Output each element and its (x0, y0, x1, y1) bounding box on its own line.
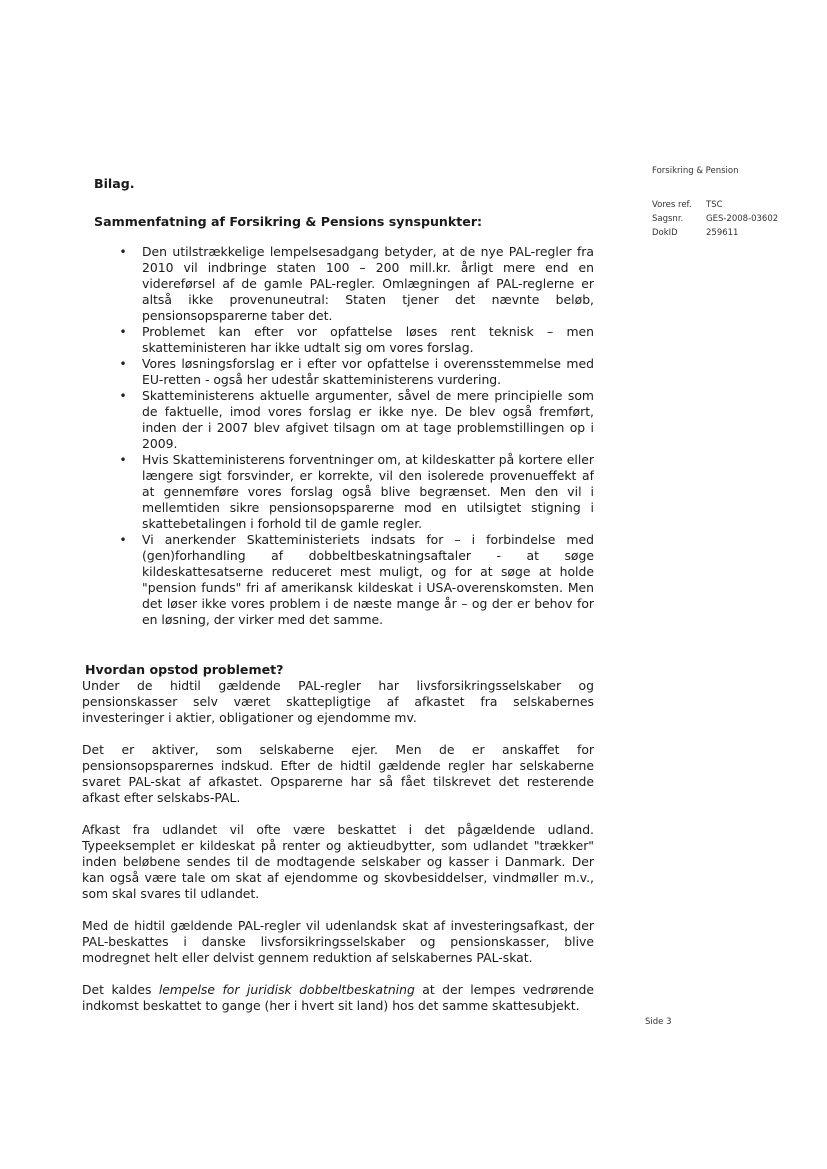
meta-row (652, 200, 778, 214)
list-item-text: Vi anerkender Skatteministeriets indsats for – i forbindelse med (gen)forhandling af dobbeltbeskatningsaftaler - at søge kildeskattesatserne reduceret mest muligt, og for at søge at holde "pension funds" fri af amerikansk kildeskat i USA-overenskomsten. Men det løser ikke vores problem i de næste mange år – og der er behov for en løsning, der virker med det samme. (142, 532, 594, 627)
summary-heading: Sammenfatning af Forsikring & Pensions synspunkter: (94, 214, 483, 229)
list-item-text: Vores løsningsforslag er i efter vor opfattelse i overensstemmelse med EU-retten - også her udestår skatteministerens vurdering. (142, 356, 594, 387)
section-heading: Hvordan opstod problemet? (85, 662, 284, 677)
paragraph: Under de hidtil gældende PAL-regler har livsforsikringsselskaber og pensionskasser selv været skattepligtige af afkastet fra selskabernes investeringer i aktier, obligationer og ejendomme mv. (82, 678, 594, 725)
paragraph: Afkast fra udlandet vil ofte være beskattet i det pågældende udland. Typeeksemplet er kildeskat på renter og aktieudbytter, som udlandet "trækker" inden beløbene sendes til de modtagende selskaber og kasser i Danmark. Der kan også være tale om skat af ejendomme og skovbesiddelser, vindmøller m.v., som skal svares til udlandet. (82, 822, 594, 901)
sender-organization: Forsikring & Pension (652, 166, 739, 176)
list-item (82, 324, 594, 356)
meta-row (652, 214, 778, 228)
summary-list (82, 244, 594, 628)
bullet-icon: • (119, 533, 127, 547)
list-item-text: Den utilstrækkelige lempelsesadgang betyder, at de nye PAL-regler fra 2010 vil indbringe staten 100 – 200 mill.kr. årligt mere end en videreførsel af de gamle PAL-regler. Omlægningen af PAL-reglerne er altså ikke provenuneutral: Staten tjener det nævnte beløb, pensionsopsparerne taber det. (142, 244, 594, 323)
list-item (82, 452, 594, 532)
paragraph (82, 982, 594, 1014)
meta-value: GES-2008-03602 (706, 214, 779, 224)
meta-row (652, 228, 778, 242)
list-item (82, 388, 594, 452)
bullet-icon: • (119, 245, 127, 259)
list-item (82, 356, 594, 388)
meta-value: 259611 (706, 228, 739, 238)
main-text (82, 176, 594, 1030)
bullet-icon: • (119, 325, 127, 339)
bullet-icon: • (119, 453, 127, 467)
paragraph: Med de hidtil gældende PAL-regler vil udenlandsk skat af investeringsafkast, der PAL-beskattes i danske livsforsikringsselskaber og pensionskasser, blive modregnet helt eller delvist gennem reduktion af selskabernes PAL-skat. (82, 918, 594, 965)
list-item-text: Skatteministerens aktuelle argumenter, såvel de mere principielle som de faktuelle, imod vores forslag er ikke nye. De blev også fremført, inden der i 2007 blev afgivet tilsagn om at tage problemstillingen op i 2009. (142, 388, 594, 451)
bullet-icon: • (119, 357, 127, 371)
meta-label: DokID (652, 228, 678, 238)
meta-value: TSC (706, 200, 723, 210)
list-item-text: Problemet kan efter vor opfattelse løses rent teknisk – men skatteministeren har ikke udtalt sig om vores forslag. (142, 324, 594, 355)
meta-label: Sagsnr. (652, 214, 684, 224)
page-number: Side 3 (645, 1017, 672, 1027)
paragraph-text: at der lempes vedrørende indkomst beskattet to gange (her i hvert sit land) hos det samme skattesubjekt. (82, 982, 594, 1013)
list-item (82, 244, 594, 324)
list-item-text: Hvis Skatteministerens forventninger om, at kildeskatter på kortere eller længere sigt forsvinder, er korrekte, vil den isolerede provenueffekt af at gennemføre vores forslag også blive begrænset. Men den vil i mellemtiden sikre pensionsopsparerne mod en utilsigtet stigning i skattebetalingen i forhold til de gamle regler. (142, 452, 594, 531)
document-title: Bilag. (94, 176, 135, 191)
meta-label: Vores ref. (652, 200, 692, 210)
emphasized-term: lempelse for juridisk dobbeltbeskatning (158, 982, 415, 997)
list-item (82, 532, 594, 628)
bullet-icon: • (119, 389, 127, 403)
reference-table (652, 200, 778, 242)
paragraph: Det er aktiver, som selskaberne ejer. Men de er anskaffet for pensionsopsparernes indskud. Efter de hidtil gældende regler har selskaberne svaret PAL-skat af afkastet. Opsparerne har så fået tilskrevet det resterende afkast efter selskabs-PAL. (82, 742, 594, 805)
paragraph-text: Det kaldes (82, 982, 159, 997)
